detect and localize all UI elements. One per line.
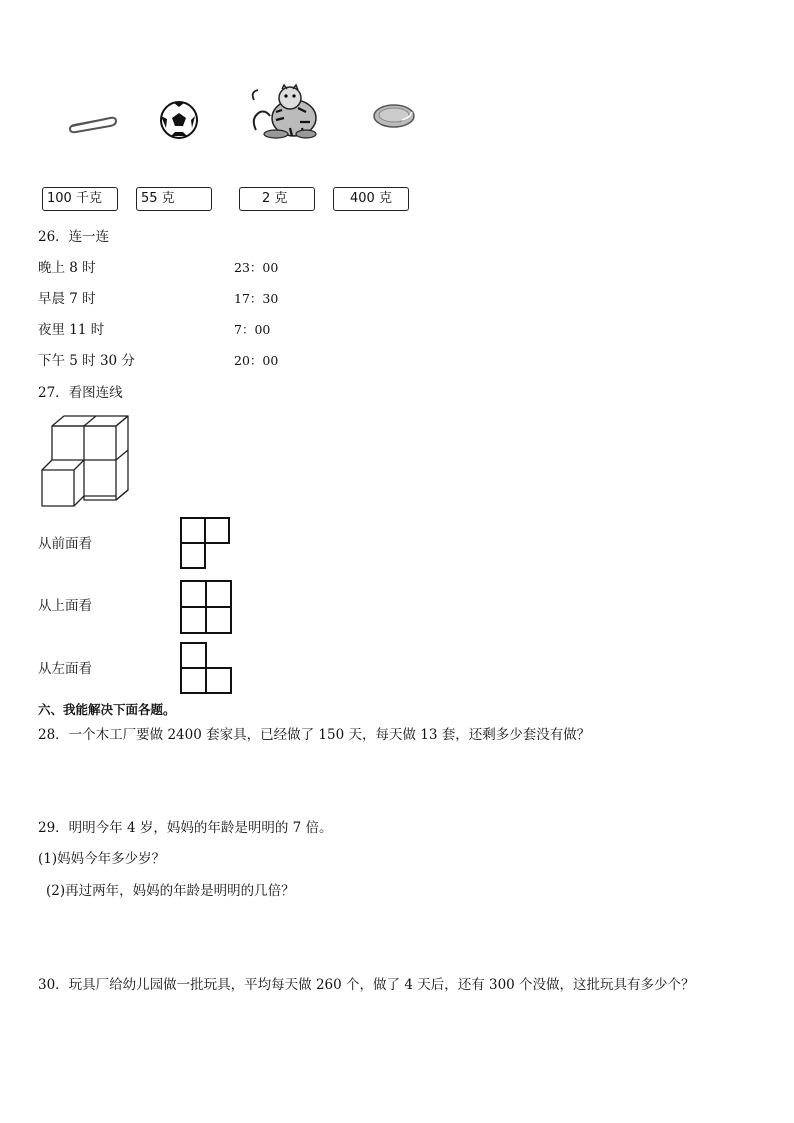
time-label-left: 早晨 7 时 — [38, 291, 96, 307]
time-label-left: 晚上 8 时 — [38, 260, 96, 276]
weight-option-box: 55 克 — [136, 187, 212, 211]
paperclip-icon — [66, 110, 118, 134]
cube-stack-diagram — [40, 412, 132, 510]
question-29: 29．明明今年 4 岁，妈妈的年龄是明明的 7 倍。 — [38, 820, 333, 836]
view-shape-b — [178, 579, 234, 637]
soccer-ball-icon — [158, 100, 200, 140]
question-28: 28．一个木工厂要做 2400 套家具，已经做了 150 天，每天做 13 套，还剩多少套没有做？ — [38, 727, 591, 743]
view-label-top: 从上面看 — [38, 598, 92, 614]
time-value-right: 20：00 — [234, 353, 279, 368]
time-value-right: 23：00 — [234, 260, 279, 275]
question-27-title: 27．看图连线 — [38, 385, 123, 401]
view-label-left: 从左面看 — [38, 661, 92, 677]
weight-option-box: 100 千克 — [42, 187, 118, 211]
plate-icon — [372, 102, 418, 130]
section-heading: 六、我能解决下面各题。 — [38, 702, 176, 717]
question-29-part-1: (1)妈妈今年多少岁？ — [38, 851, 166, 867]
view-label-front: 从前面看 — [38, 536, 92, 552]
question-29-part-2: (2)再过两年，妈妈的年龄是明明的几倍？ — [46, 883, 295, 899]
view-shape-c — [178, 641, 234, 697]
time-label-left: 夜里 11 时 — [38, 322, 105, 338]
tiger-toy-image — [246, 82, 322, 140]
weight-option-box: 400 克 — [333, 187, 409, 211]
weight-option-box: 2 克 — [239, 187, 315, 211]
question-30: 30．玩具厂给幼儿园做一批玩具，平均每天做 260 个，做了 4 天后，还有 300 个没做，这批玩具有多少个？ — [38, 977, 695, 993]
time-value-right: 17：30 — [234, 291, 279, 306]
time-value-right: 7：00 — [234, 322, 271, 337]
view-shape-a — [178, 516, 232, 572]
time-label-left: 下午 5 时 30 分 — [38, 353, 135, 369]
question-26-title: 26．连一连 — [38, 229, 110, 245]
